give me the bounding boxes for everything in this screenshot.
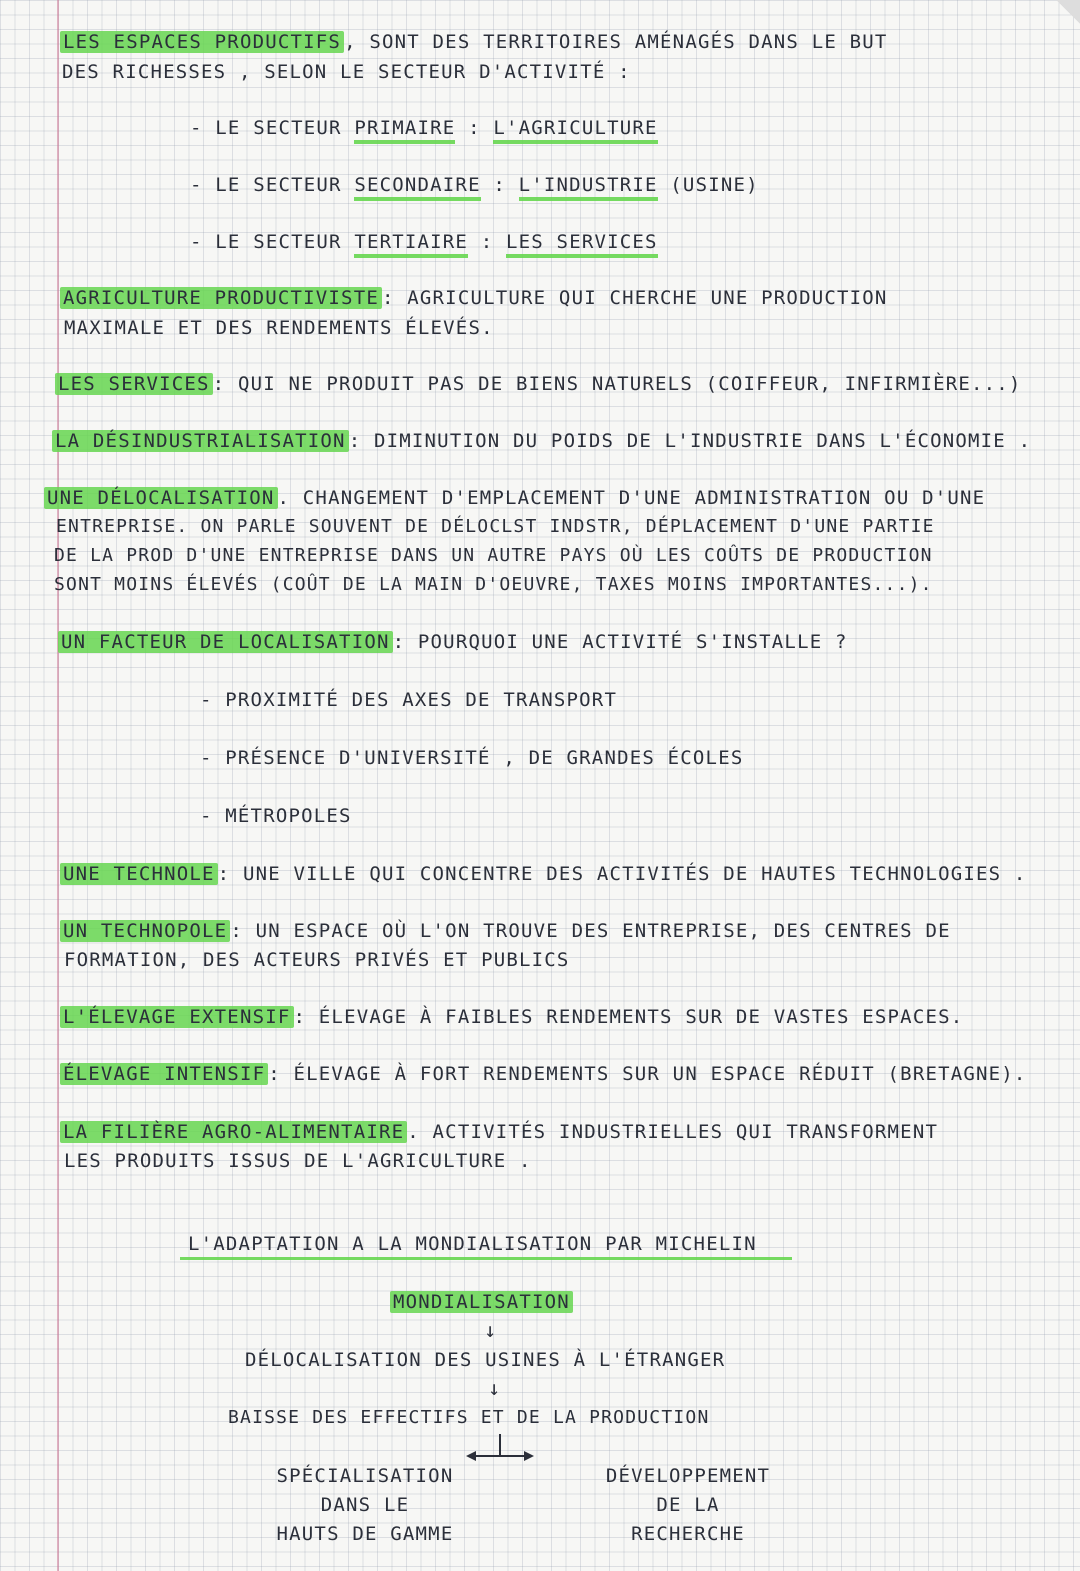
- def-agri-term: AGRICULTURE PRODUCTIVISTE: [60, 287, 382, 309]
- diagram-step-1: DÉLOCALISATION DES USINES À L'ÉTRANGER: [245, 1349, 726, 1371]
- arrow-down-icon: ↓: [484, 1318, 497, 1342]
- split-arrow-icon: [464, 1432, 536, 1472]
- sector-prefix: - LE SECTEUR: [190, 231, 342, 253]
- def-deloc-term: UNE DÉLOCALISATION: [44, 487, 278, 509]
- diagram-root-label: MONDIALISATION: [390, 1291, 573, 1313]
- diagram-left-2: DANS LE: [320, 1494, 410, 1516]
- def-desindus-text: : DIMINUTION DU POIDS DE L'INDUSTRIE DANS L'ÉCONOMIE .: [348, 430, 1032, 452]
- intro-line-1: [60, 30, 888, 54]
- def-deloc-line-4: SONT MOINS ÉLEVÉS (COÛT DE LA MAIN D'OEUVRE, TAXES MOINS IMPORTANTES...).: [54, 574, 933, 595]
- intro-text-1: , SONT DES TERRITOIRES AMÉNAGÉS DANS LE BUT: [344, 31, 888, 53]
- page-margin-line: [57, 0, 59, 1571]
- sector-primaire: [190, 116, 658, 140]
- diagram-root: [390, 1290, 573, 1314]
- diagram-title-underline: [180, 1257, 792, 1260]
- arrow-down-icon: ↓: [488, 1376, 501, 1400]
- def-filiere-line-1: [60, 1120, 938, 1144]
- def-filiere-text: . ACTIVITÉS INDUSTRIELLES QUI TRANSFORMENT: [407, 1121, 939, 1143]
- def-filiere-line-2: LES PRODUITS ISSUS DE L'AGRICULTURE .: [64, 1150, 532, 1172]
- diagram-right-2: DE LA: [656, 1494, 720, 1516]
- def-technopole-text: : UN ESPACE OÙ L'ON TROUVE DES ENTREPRISE, DES CENTRES DE: [230, 920, 951, 942]
- def-extensif-text: : ÉLEVAGE À FAIBLES RENDEMENTS SUR DE VASTES ESPACES.: [293, 1006, 964, 1028]
- def-technole-text: : UNE VILLE QUI CONCENTRE DES ACTIVITÉS DE HAUTES TECHNOLOGIES .: [217, 863, 1027, 885]
- sector-name: SECONDAIRE: [354, 174, 480, 201]
- sector-value: LES SERVICES: [506, 231, 658, 258]
- def-facteur-term: UN FACTEUR DE LOCALISATION: [58, 631, 393, 653]
- list-item: - MÉTROPOLES: [200, 805, 352, 827]
- sector-tertiaire: [190, 230, 658, 254]
- list-item: - PROXIMITÉ DES AXES DE TRANSPORT: [200, 689, 618, 711]
- def-agri-text: : AGRICULTURE QUI CHERCHE UNE PRODUCTION: [381, 287, 888, 309]
- def-deloc-line-3: DE LA PROD D'UNE ENTREPRISE DANS UN AUTRE PAYS OÙ LES COÛTS DE PRODUCTION: [54, 545, 933, 566]
- def-technopole-line-2: FORMATION, DES ACTEURS PRIVÉS ET PUBLICS: [64, 949, 570, 971]
- sector-prefix: - LE SECTEUR: [190, 174, 342, 196]
- diagram-left-1: SPÉCIALISATION: [276, 1465, 454, 1487]
- sector-prefix: - LE SECTEUR: [190, 117, 342, 139]
- def-services-text: : QUI NE PRODUIT PAS DE BIENS NATURELS (COIFFEUR, INFIRMIÈRE...): [212, 373, 1022, 395]
- diagram-title: L'ADAPTATION A LA MONDIALISATION PAR MICHELIN: [188, 1233, 757, 1255]
- def-intensif-term: ÉLEVAGE INTENSIF: [60, 1063, 268, 1085]
- diagram-right-1: DÉVELOPPEMENT: [605, 1465, 771, 1487]
- def-deloc-text: . CHANGEMENT D'EMPLACEMENT D'UNE ADMINISTRATION OU D'UNE: [277, 487, 986, 509]
- def-extensif-term: L'ÉLEVAGE EXTENSIF: [60, 1006, 294, 1028]
- def-services-term: LES SERVICES: [55, 373, 213, 395]
- def-intensif: [60, 1062, 1027, 1086]
- diagram-right-3: RECHERCHE: [631, 1523, 745, 1545]
- def-deloc-line-1: [44, 486, 985, 510]
- sector-extra: (USINE): [670, 174, 759, 196]
- sector-value: L'INDUSTRIE: [519, 174, 658, 201]
- sector-sep: :: [468, 117, 481, 139]
- list-item: - PRÉSENCE D'UNIVERSITÉ , DE GRANDES ÉCOLES: [200, 747, 744, 769]
- def-technopole-line-1: [60, 919, 951, 943]
- diagram-step-2: BAISSE DES EFFECTIFS ET DE LA PRODUCTION: [228, 1407, 710, 1428]
- def-services: [55, 372, 1022, 396]
- sector-sep: :: [493, 174, 506, 196]
- def-agri-line-1: [60, 286, 888, 310]
- def-technole-term: UNE TECHNOLE: [60, 863, 218, 885]
- sector-value: L'AGRICULTURE: [493, 117, 657, 144]
- def-desindus-term: LA DÉSINDUSTRIALISATION: [52, 430, 349, 452]
- diagram-left-3: HAUTS DE GAMME: [276, 1523, 454, 1545]
- def-technopole-term: UN TECHNOPOLE: [60, 920, 230, 942]
- sector-name: TERTIAIRE: [354, 231, 468, 258]
- sector-secondaire: [190, 173, 759, 197]
- page-corner-fold: [1056, 0, 1080, 24]
- def-desindus: [52, 429, 1031, 453]
- def-deloc-line-2: ENTREPRISE. ON PARLE SOUVENT DE DÉLOCLST INDSTR, DÉPLACEMENT D'UNE PARTIE: [56, 516, 935, 537]
- def-technole: [60, 862, 1027, 886]
- sector-sep: :: [480, 231, 494, 253]
- def-facteur: [58, 630, 848, 654]
- intro-term: LES ESPACES PRODUCTIFS: [60, 31, 344, 53]
- def-agri-line-2: MAXIMALE ET DES RENDEMENTS ÉLEVÉS.: [64, 317, 494, 339]
- def-extensif: [60, 1005, 963, 1029]
- intro-line-2: DES RICHESSES , SELON LE SECTEUR D'ACTIVITÉ :: [62, 61, 631, 83]
- def-intensif-text: : ÉLEVAGE À FORT RENDEMENTS SUR UN ESPACE RÉDUIT (BRETAGNE).: [268, 1063, 1027, 1085]
- def-filiere-term: LA FILIÈRE AGRO-ALIMENTAIRE: [60, 1121, 407, 1143]
- def-facteur-text: : POURQUOI UNE ACTIVITÉ S'INSTALLE ?: [392, 631, 848, 653]
- sector-name: PRIMAIRE: [354, 117, 455, 144]
